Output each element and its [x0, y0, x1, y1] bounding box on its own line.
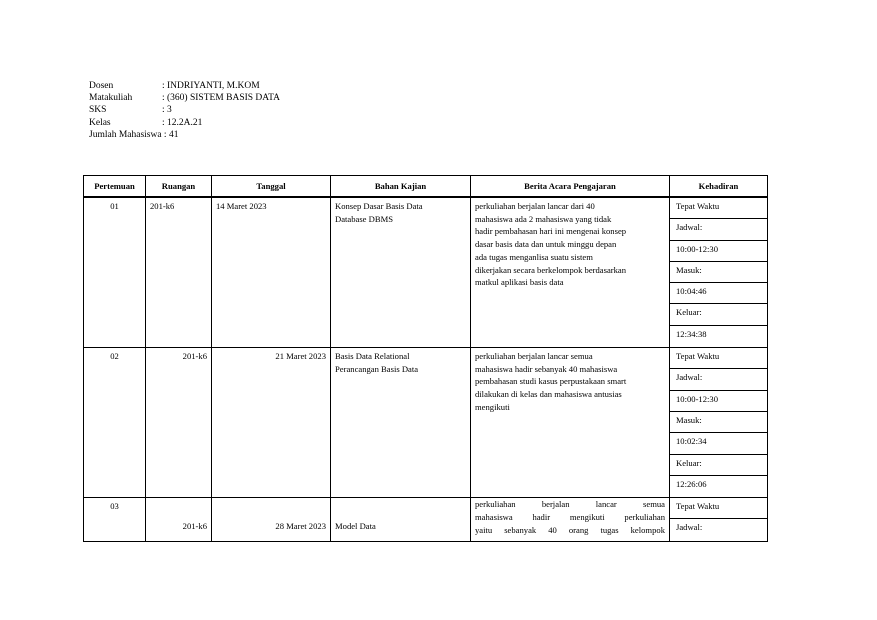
berita-acara-table	[83, 175, 768, 542]
sks-label: SKS	[89, 105, 107, 116]
table-row	[84, 348, 768, 498]
berita-cell	[471, 197, 670, 348]
kehadiran-status: Tepat Waktu	[670, 198, 767, 219]
berita-line: dasar basis data dan untuk minggu depan	[475, 239, 617, 250]
kehadiran-cell	[670, 348, 768, 498]
tanggal-cell: 28 Maret 2023	[212, 498, 331, 542]
berita-line: matkul aplikasi basis data	[475, 277, 564, 288]
bahan-line: Model Data	[335, 521, 376, 532]
bahan-cell	[331, 498, 471, 542]
col-header-kehadiran: Kehadiran	[670, 176, 768, 198]
berita-line: perkuliahan berjalan lancar dari 40	[475, 201, 595, 211]
kelas-value: : 12.2A.21	[162, 117, 203, 128]
masuk-label: Masuk:	[670, 412, 767, 433]
col-header-bahan-kajian: Bahan Kajian	[331, 176, 471, 198]
keluar-value: 12:26:06	[676, 478, 707, 489]
kehadiran-status: Tepat Waktu	[670, 348, 767, 369]
kelas-row	[89, 117, 280, 129]
berita-cell	[471, 348, 670, 498]
bahan-line: Konsep Dasar Basis Data	[335, 201, 423, 211]
bahan-cell	[331, 197, 471, 348]
sks-row	[89, 104, 280, 116]
kelas-label: Kelas	[89, 117, 111, 128]
kehadiran-status: Tepat Waktu	[670, 498, 767, 519]
matakuliah-row	[89, 92, 280, 104]
berita-line: mahasiswa ada 2 mahasiswa yang tidak	[475, 213, 612, 224]
masuk-value: 10:04:46	[670, 283, 767, 304]
ruangan-cell: 201-k6	[146, 348, 212, 498]
bahan-line: Perancangan Basis Data	[335, 363, 419, 374]
jadwal-label: Jadwal:	[670, 219, 767, 240]
ruangan-cell: 201-k6	[146, 498, 212, 542]
jadwal-label: Jadwal:	[670, 369, 767, 390]
berita-line: mengikuti	[475, 401, 510, 412]
col-header-ruangan: Ruangan	[146, 176, 212, 198]
dosen-label: Dosen	[89, 81, 114, 91]
pertemuan-cell: 01	[84, 197, 146, 348]
table-row	[84, 197, 768, 348]
berita-line: perkuliahan berjalan lancar semua	[475, 499, 665, 510]
bahan-cell	[331, 348, 471, 498]
matakuliah-value: : (360) SISTEM BASIS DATA	[162, 93, 280, 104]
jumlah-mahasiswa: Jumlah Mahasiswa : 41	[89, 129, 179, 140]
berita-cell	[471, 498, 670, 542]
col-header-tanggal: Tanggal	[212, 176, 331, 198]
col-header-pertemuan: Pertemuan	[84, 176, 146, 198]
pertemuan-cell: 03	[84, 498, 146, 542]
keluar-label: Keluar:	[670, 304, 767, 325]
col-header-berita-acara: Berita Acara Pengajaran	[471, 176, 670, 198]
table-row	[84, 498, 768, 542]
tanggal-cell: 14 Maret 2023	[212, 197, 331, 348]
kehadiran-cell	[670, 197, 768, 348]
keluar-label: Keluar:	[670, 455, 767, 476]
berita-line: dilakukan di kelas dan mahasiswa antusias	[475, 389, 622, 400]
berita-line: yaitu sebanyak 40 orang tugas kelompok	[475, 524, 665, 535]
dosen-row	[89, 80, 280, 92]
berita-line: dikerjakan secara berkelompok berdasarkan	[475, 264, 627, 275]
document-header	[89, 80, 280, 141]
tanggal-cell: 21 Maret 2023	[212, 348, 331, 498]
jadwal-value: 10:00-12:30	[670, 391, 767, 412]
pertemuan-cell: 02	[84, 348, 146, 498]
masuk-label: Masuk:	[670, 262, 767, 283]
kehadiran-cell	[670, 498, 768, 542]
bahan-line: Basis Data Relational	[335, 351, 410, 362]
keluar-value: 12:34:38	[676, 328, 707, 339]
berita-line: pembahasan studi kasus perpustakaan smart	[475, 376, 627, 387]
berita-line: hadir pembahasan hari ini mengenai konsep	[475, 226, 627, 237]
jadwal-label: Jadwal:	[676, 522, 703, 533]
matakuliah-label: Matakuliah	[89, 93, 133, 104]
jadwal-value: 10:00-12:30	[670, 241, 767, 262]
bahan-line: Database DBMS	[335, 213, 393, 224]
berita-line: perkuliahan berjalan lancar semua	[475, 351, 593, 362]
berita-line: mahasiswa hadir sebanyak 40 mahasiswa	[475, 363, 618, 374]
table-header-row	[84, 176, 768, 198]
berita-line: ada tugas menganlisa suatu sistem	[475, 251, 593, 262]
masuk-value: 10:02:34	[670, 433, 767, 454]
berita-line: mahasiswa hadir mengikuti perkuliahan	[475, 511, 665, 522]
dosen-value: : INDRIYANTI, M.KOM	[162, 81, 260, 91]
ruangan-cell: 201-k6	[146, 197, 212, 348]
sks-value: : 3	[162, 105, 172, 116]
